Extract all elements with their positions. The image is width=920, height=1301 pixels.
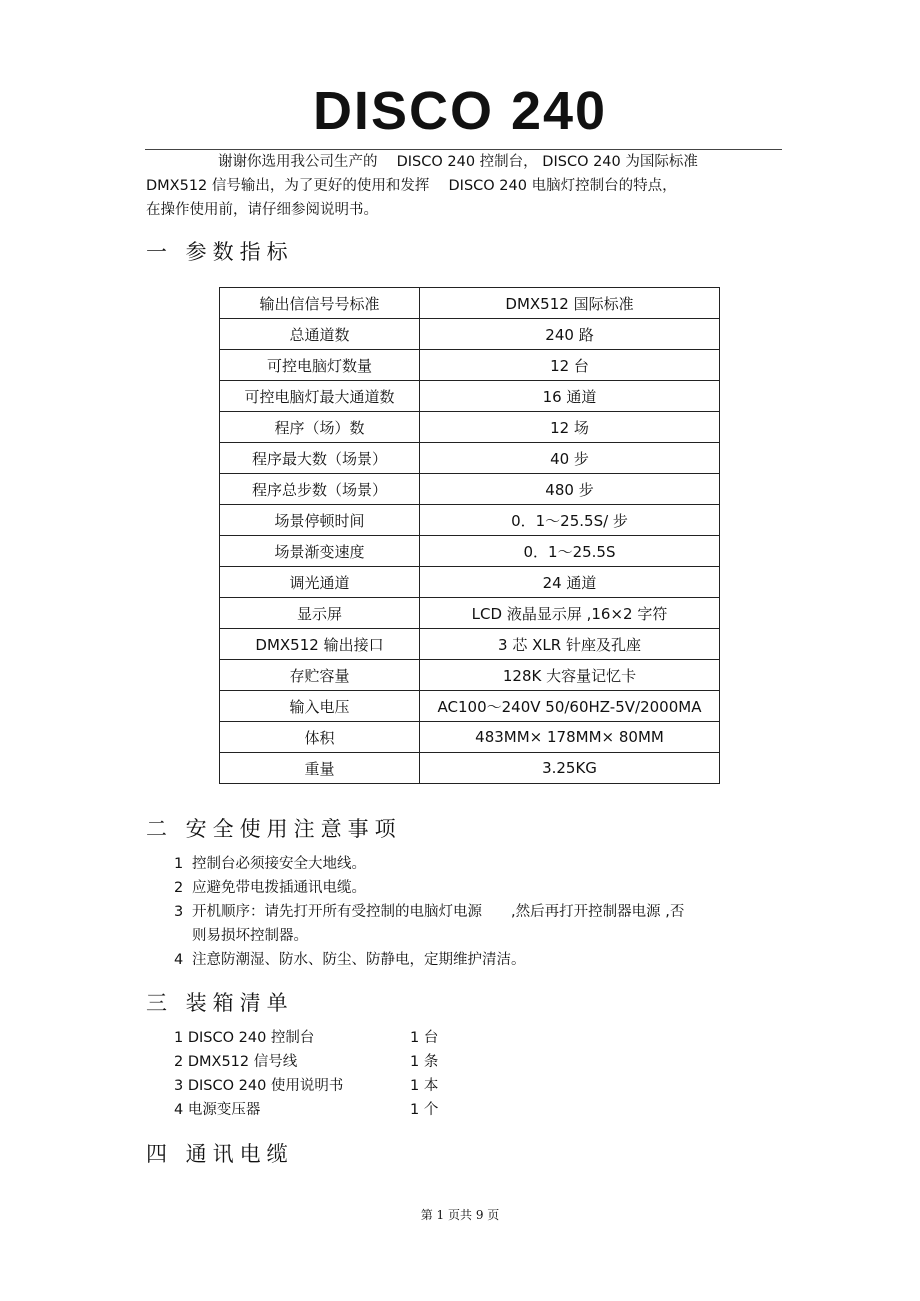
list-item-text: 控制台必须接安全大地线。: [192, 856, 366, 872]
list-item: [174, 852, 794, 876]
list-item-number: 2: [174, 880, 184, 896]
spec-value-cell: 0．1～25.5S: [420, 536, 720, 567]
spec-name-cell: 场景渐变速度: [220, 536, 420, 567]
table-row: [220, 381, 720, 412]
list-item: [174, 1026, 474, 1050]
list-item: [174, 1098, 474, 1122]
packing-item-name: 1 DISCO 240 控制台: [174, 1030, 315, 1046]
section-heading-specs: 一 参数指标: [146, 240, 294, 264]
packing-item-qty: 1 台: [410, 1030, 439, 1046]
spec-value-cell: AC100～240V 50/60HZ-5V/2000MA: [420, 691, 720, 722]
list-item: [174, 1050, 474, 1074]
packing-item-qty: 1 个: [410, 1102, 439, 1118]
spec-value-cell: 24 通道: [420, 567, 720, 598]
page-footer: 第 1 页共 9 页: [420, 1208, 500, 1222]
spec-value-cell: 16 通道: [420, 381, 720, 412]
list-item-text: 应避免带电拨插通讯电缆。: [192, 880, 366, 896]
spec-value-cell: LCD 液晶显示屏 ,16×2 字符: [420, 598, 720, 629]
list-item: [174, 1074, 474, 1098]
spec-table-body: [220, 288, 720, 784]
list-item-text: 注意防潮湿、防水、防尘、防静电，定期维护清洁。: [192, 952, 526, 968]
list-item-number: 1: [174, 856, 184, 872]
spec-value-cell: 40 步: [420, 443, 720, 474]
spec-name-cell: 总通道数: [220, 319, 420, 350]
spec-name-cell: 输入电压: [220, 691, 420, 722]
spec-name-cell: DMX512 输出接口: [220, 629, 420, 660]
spec-name-cell: 存贮容量: [220, 660, 420, 691]
spec-name-cell: 可控电脑灯最大通道数: [220, 381, 420, 412]
section-heading-safety: 二 安全使用注意事项: [146, 817, 402, 841]
spec-name-cell: 体积: [220, 722, 420, 753]
list-item-continuation: 则易损坏控制器。: [192, 928, 308, 944]
table-row: [220, 753, 720, 784]
table-row: [220, 598, 720, 629]
table-row: [220, 443, 720, 474]
table-row: [220, 536, 720, 567]
spec-value-cell: 3.25KG: [420, 753, 720, 784]
table-row: [220, 474, 720, 505]
section-heading-packing: 三 装箱清单: [146, 991, 294, 1015]
spec-name-cell: 可控电脑灯数量: [220, 350, 420, 381]
spec-name-cell: 程序总步数（场景）: [220, 474, 420, 505]
intro-line-3: 在操作使用前，请仔细参阅说明书。: [146, 202, 378, 218]
list-item: [174, 900, 794, 948]
table-row: [220, 505, 720, 536]
table-row: [220, 567, 720, 598]
packing-item-qty: 1 条: [410, 1054, 439, 1070]
spec-value-cell: 128K 大容量记忆卡: [420, 660, 720, 691]
list-item-text: 开机顺序：请先打开所有受控制的电脑灯电源 ,然后再打开控制器电源 ,否: [192, 904, 685, 920]
list-item-number: 3: [174, 904, 184, 920]
list-item: [174, 876, 794, 900]
intro-paragraph: [146, 150, 786, 222]
spec-name-cell: 输出信信号号标准: [220, 288, 420, 319]
page-title: DISCO 240: [312, 81, 608, 141]
list-item-number: 4: [174, 952, 184, 968]
spec-value-cell: 483MM× 178MM× 80MM: [420, 722, 720, 753]
spec-value-cell: DMX512 国际标准: [420, 288, 720, 319]
spec-table: [219, 287, 720, 784]
packing-item-name: 4 电源变压器: [174, 1102, 261, 1118]
table-row: [220, 288, 720, 319]
spec-value-cell: 12 场: [420, 412, 720, 443]
table-row: [220, 319, 720, 350]
spec-value-cell: 480 步: [420, 474, 720, 505]
spec-value-cell: 12 台: [420, 350, 720, 381]
packing-item-qty: 1 本: [410, 1078, 439, 1094]
safety-list: [174, 852, 794, 972]
spec-name-cell: 重量: [220, 753, 420, 784]
spec-value-cell: 0．1～25.5S/ 步: [420, 505, 720, 536]
table-row: [220, 629, 720, 660]
packing-item-name: 3 DISCO 240 使用说明书: [174, 1078, 344, 1094]
spec-name-cell: 场景停顿时间: [220, 505, 420, 536]
table-row: [220, 350, 720, 381]
spec-name-cell: 程序（场）数: [220, 412, 420, 443]
intro-line-1: 谢谢你选用我公司生产的 DISCO 240 控制台， DISCO 240 为国际标准: [218, 154, 698, 170]
spec-value-cell: 240 路: [420, 319, 720, 350]
table-row: [220, 660, 720, 691]
spec-name-cell: 显示屏: [220, 598, 420, 629]
intro-line-2: DMX512 信号输出，为了更好的使用和发挥 DISCO 240 电脑灯控制台的特点，: [146, 178, 677, 194]
spec-value-cell: 3 芯 XLR 针座及孔座: [420, 629, 720, 660]
table-row: [220, 722, 720, 753]
list-item: [174, 948, 794, 972]
spec-name-cell: 调光通道: [220, 567, 420, 598]
table-row: [220, 691, 720, 722]
packing-item-name: 2 DMX512 信号线: [174, 1054, 298, 1070]
packing-list: [174, 1026, 474, 1122]
table-row: [220, 412, 720, 443]
section-heading-cable: 四 通讯电缆: [146, 1142, 294, 1166]
spec-name-cell: 程序最大数（场景）: [220, 443, 420, 474]
